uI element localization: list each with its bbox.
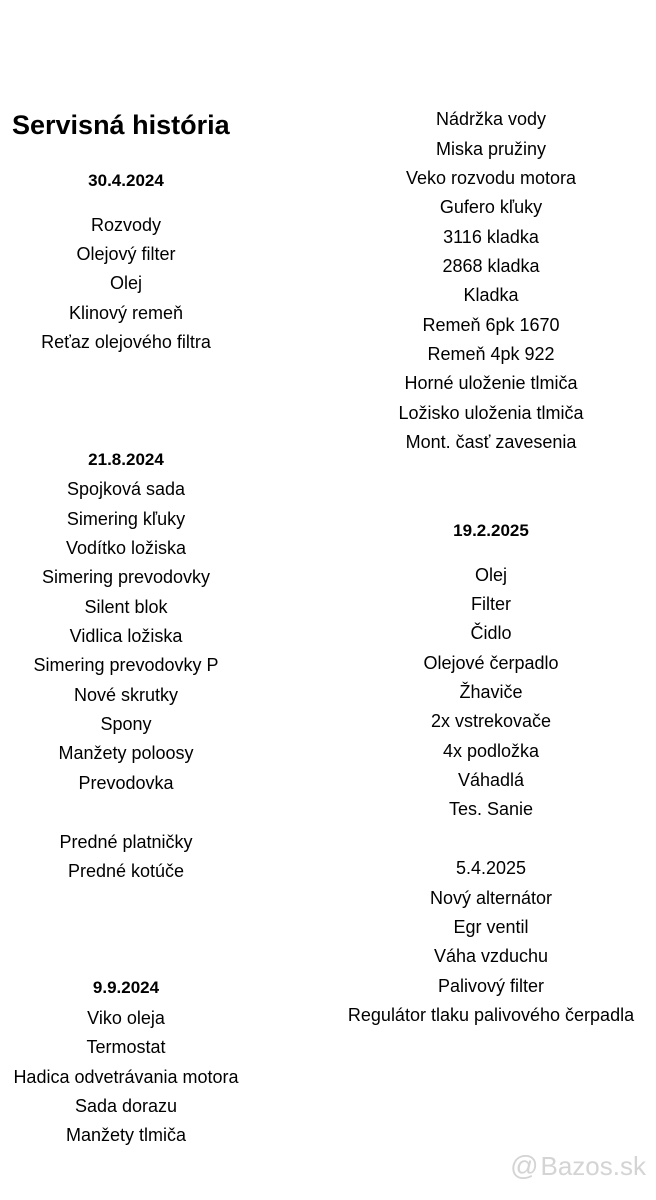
service-item: Váha vzduchu	[433, 946, 549, 966]
service-item: Spony	[100, 714, 152, 734]
service-item: Olejový filter	[76, 244, 176, 264]
service-item: Viko oleja	[87, 1008, 165, 1028]
service-item: Gufero kľuky	[439, 197, 543, 217]
service-item: Silent blok	[84, 597, 168, 617]
service-item: 2x vstrekovače	[430, 711, 552, 731]
service-item: Váhadlá	[457, 770, 525, 790]
service-item: Manžety tlmiča	[65, 1125, 187, 1145]
service-item: Rozvody	[90, 215, 162, 235]
service-date: 19.2.2025	[453, 521, 529, 540]
service-item: Čidlo	[470, 623, 512, 643]
service-date: 21.8.2024	[88, 450, 164, 469]
service-item: Olejové čerpadlo	[423, 653, 559, 673]
service-item: 2868 kladka	[442, 256, 540, 276]
service-item: Simering kľuky	[66, 509, 186, 529]
service-item: 4x podložka	[442, 741, 540, 761]
service-item: Regulátor tlaku palivového čerpadla	[347, 1005, 635, 1025]
service-item: Egr ventil	[453, 917, 529, 937]
service-item: Olej	[109, 273, 143, 293]
service-item: Spojková sada	[66, 479, 186, 499]
service-item: Nové skrutky	[73, 685, 179, 705]
service-date: 30.4.2024	[88, 171, 164, 190]
service-item: Žhaviče	[459, 682, 523, 702]
service-item: Simering prevodovky P	[33, 655, 219, 675]
service-item: Predné platničky	[59, 832, 193, 852]
service-item: Mont. časť zavesenia	[405, 432, 577, 452]
service-item: Predné kotúče	[67, 861, 185, 881]
service-item: 3116 kladka	[443, 227, 539, 247]
service-item: Remeň 6pk 1670	[422, 315, 560, 335]
service-date: 5.4.2025	[455, 858, 527, 878]
service-item: Palivový filter	[437, 976, 545, 996]
service-item: Olej	[474, 565, 508, 585]
service-item: Sada dorazu	[74, 1096, 178, 1116]
service-item: Nový alternátor	[429, 888, 553, 908]
watermark-text: Bazos.sk	[540, 1150, 646, 1181]
service-item: Prevodovka	[78, 773, 174, 793]
service-item: Tes. Sanie	[448, 799, 534, 819]
service-item: Veko rozvodu motora	[405, 168, 577, 188]
service-item: Filter	[471, 594, 511, 614]
service-item: Kladka	[463, 285, 519, 305]
service-item: Remeň 4pk 922	[427, 344, 555, 364]
service-item: Horné uloženie tlmiča	[404, 373, 578, 393]
at-sign-icon: @	[510, 1150, 539, 1181]
page-title: Servisná história	[12, 110, 230, 140]
service-item: Manžety poloosy	[58, 743, 194, 763]
service-item: Simering prevodovky	[41, 567, 211, 587]
service-item: Klinový remeň	[68, 303, 184, 323]
watermark	[510, 1150, 646, 1182]
service-item: Ložisko uloženia tlmiča	[398, 403, 584, 423]
service-item: Hadica odvetrávania motora	[13, 1067, 239, 1087]
service-item: Nádržka vody	[435, 109, 547, 129]
service-item: Vodítko ložiska	[65, 538, 187, 558]
service-item: Vidlica ložiska	[69, 626, 183, 646]
service-item: Termostat	[86, 1037, 166, 1057]
service-item: Miska pružiny	[435, 139, 547, 159]
service-date: 9.9.2024	[92, 978, 160, 997]
service-item: Reťaz olejového filtra	[41, 332, 211, 352]
